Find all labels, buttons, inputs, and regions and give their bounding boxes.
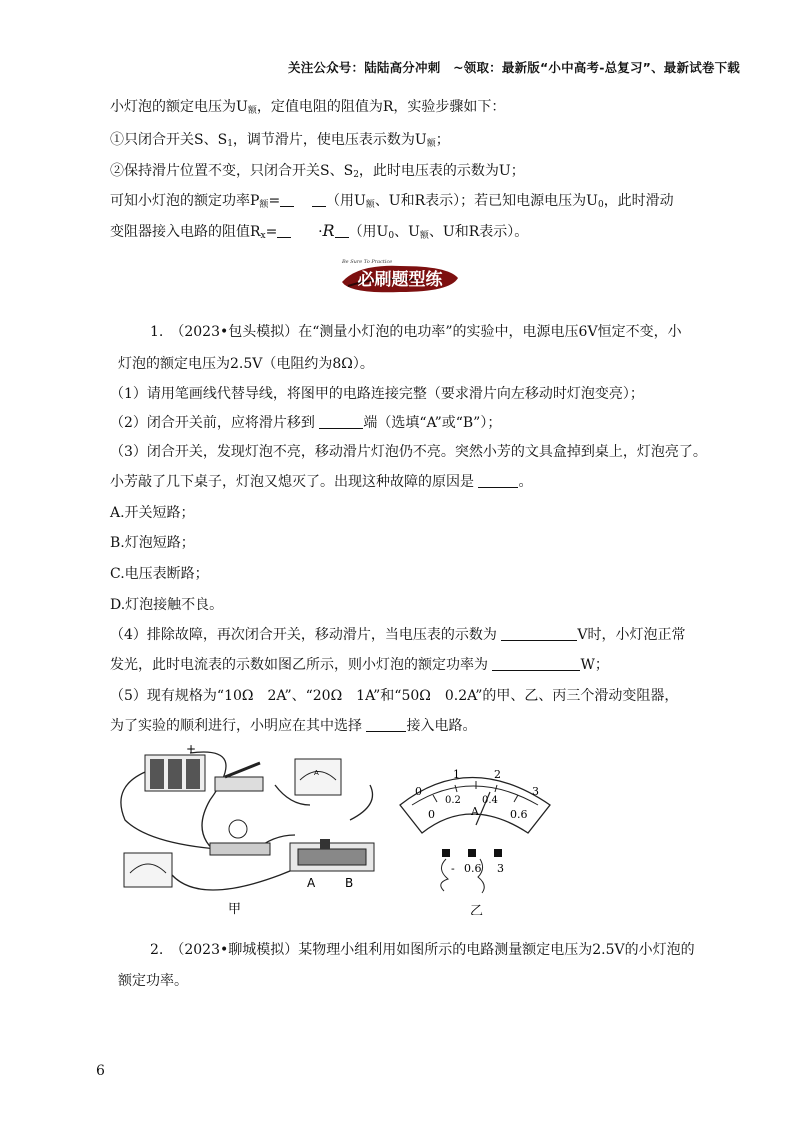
- dial-terminals: [441, 849, 504, 893]
- meter-unit: A: [471, 805, 479, 818]
- scale-bottom-1: 0.2: [445, 795, 461, 806]
- caption-yi: 乙: [470, 904, 484, 915]
- rheostat: [290, 839, 374, 890]
- voltmeter: [124, 853, 172, 887]
- q1-part-3: （3）闭合开关，发现灯泡不亮，移动滑片灯泡仍不亮。突然小芳的文具盒掉到桌上，灯泡亮了。: [110, 444, 707, 460]
- answer-blank[interactable]: [478, 473, 518, 488]
- badge-title: 必刷题型练: [357, 270, 443, 290]
- answer-blank[interactable]: [277, 223, 291, 238]
- option-b: B.灯泡短路；: [110, 535, 195, 551]
- terminal-0-6: 0.6: [464, 862, 482, 875]
- scale-top-3: 3: [532, 785, 539, 798]
- ammeter-dial: [400, 768, 550, 833]
- q1-part-2: （2）闭合开关前，应将滑片移到 端（选填“A”或“B”）；: [110, 415, 502, 431]
- scale-bottom-0: 0: [428, 808, 435, 821]
- terminal-b: B: [345, 876, 354, 890]
- switch: [215, 763, 263, 791]
- answer-blank[interactable]: [280, 192, 294, 207]
- option-d: D.灯泡接触不良。: [110, 597, 224, 613]
- ammeter: [295, 759, 341, 795]
- q1-head-2: 灯泡的额定电压为2.5V（电阻约为8Ω）。: [118, 356, 374, 372]
- intro-line-1: 小灯泡的额定电压为$U_额$，定值电阻的阻值为R，实验步骤如下：: [110, 99, 506, 116]
- circuit-figure: [110, 745, 560, 915]
- page-number: 6: [96, 1063, 105, 1079]
- scale-bottom-3: 0.6: [510, 808, 528, 821]
- battery-pack: [145, 745, 205, 791]
- intro-resistance-line: 变阻器接入电路的阻值$R_x=$ ·R （用$U_0$、$U_额$、U和R表示）。: [110, 221, 529, 241]
- lamp: [210, 820, 270, 855]
- caption-jia: 甲: [228, 902, 242, 915]
- scale-bottom-2: 0.4: [482, 795, 498, 806]
- answer-blank[interactable]: [366, 717, 406, 732]
- intro-step-2: ②保持滑片位置不变，只闭合开关S、$S_2$，此时电压表的示数为U；: [110, 163, 525, 180]
- intro-step-1: ①只闭合开关S、$S_1$，调节滑片，使电压表示数为$U_额$；: [110, 132, 450, 149]
- q1-head: 1. （2023•包头模拟）在“测量小灯泡的电功率”的实验中，电源电压6V恒定不变，小: [150, 324, 682, 340]
- q1-part-4b: 发光，此时电流表的示数如图乙所示，则小灯泡的额定功率为 W；: [110, 657, 609, 673]
- scale-top-0: 0: [415, 785, 422, 798]
- answer-blank[interactable]: [492, 656, 580, 671]
- q1-part-4: （4）排除故障，再次闭合开关，移动滑片，当电压表的示数为 V时，小灯泡正常: [110, 627, 686, 643]
- terminal-minus: -: [451, 862, 455, 875]
- option-a: A.开关短路；: [110, 505, 195, 521]
- terminal-a: A: [307, 876, 316, 890]
- answer-blank[interactable]: [312, 192, 326, 207]
- scale-top-1: 1: [453, 768, 460, 781]
- section-badge: [338, 256, 462, 296]
- scale-top-2: 2: [494, 768, 501, 781]
- q1-part-3b: 小芳敲了几下桌子，灯泡又熄灭了。出现这种故障的原因是 。: [110, 474, 533, 490]
- q2-head: 2. （2023•聊城模拟）某物理小组利用如图所示的电路测量额定电压为2.5V的小灯泡的: [150, 942, 695, 958]
- svg-text:A: A: [314, 769, 319, 777]
- badge-subtitle: Be Sure To Practice: [342, 259, 393, 265]
- option-c: C.电压表断路；: [110, 566, 209, 582]
- page-header: 关注公众号：陆陆高分冲刺 ~领取：最新版“小中高考-总复习”、最新试卷下载: [288, 60, 740, 75]
- q1-part-5: （5）现有规格为“10Ω 2A”、“20Ω 1A”和“50Ω 0.2A”的甲、乙、丙三个滑动变阻器，: [110, 688, 679, 704]
- answer-blank[interactable]: [319, 414, 363, 429]
- terminal-3: 3: [497, 862, 504, 875]
- plus-sign: +: [186, 745, 197, 756]
- answer-blank[interactable]: [501, 626, 577, 641]
- q2-head-2: 额定功率。: [118, 973, 188, 989]
- intro-power-line: 可知小灯泡的额定功率$P_额=$ （用$U_额$、U和R表示）；若已知电源电压为$U_0$，此时滑动: [110, 193, 674, 210]
- answer-blank[interactable]: [335, 223, 349, 238]
- q1-part-5b: 为了实验的顺利进行，小明应在其中选择 接入电路。: [110, 718, 477, 734]
- q1-part-1: （1）请用笔画线代替导线，将图甲的电路连接完整（要求滑片向左移动时灯泡变亮）；: [110, 386, 644, 402]
